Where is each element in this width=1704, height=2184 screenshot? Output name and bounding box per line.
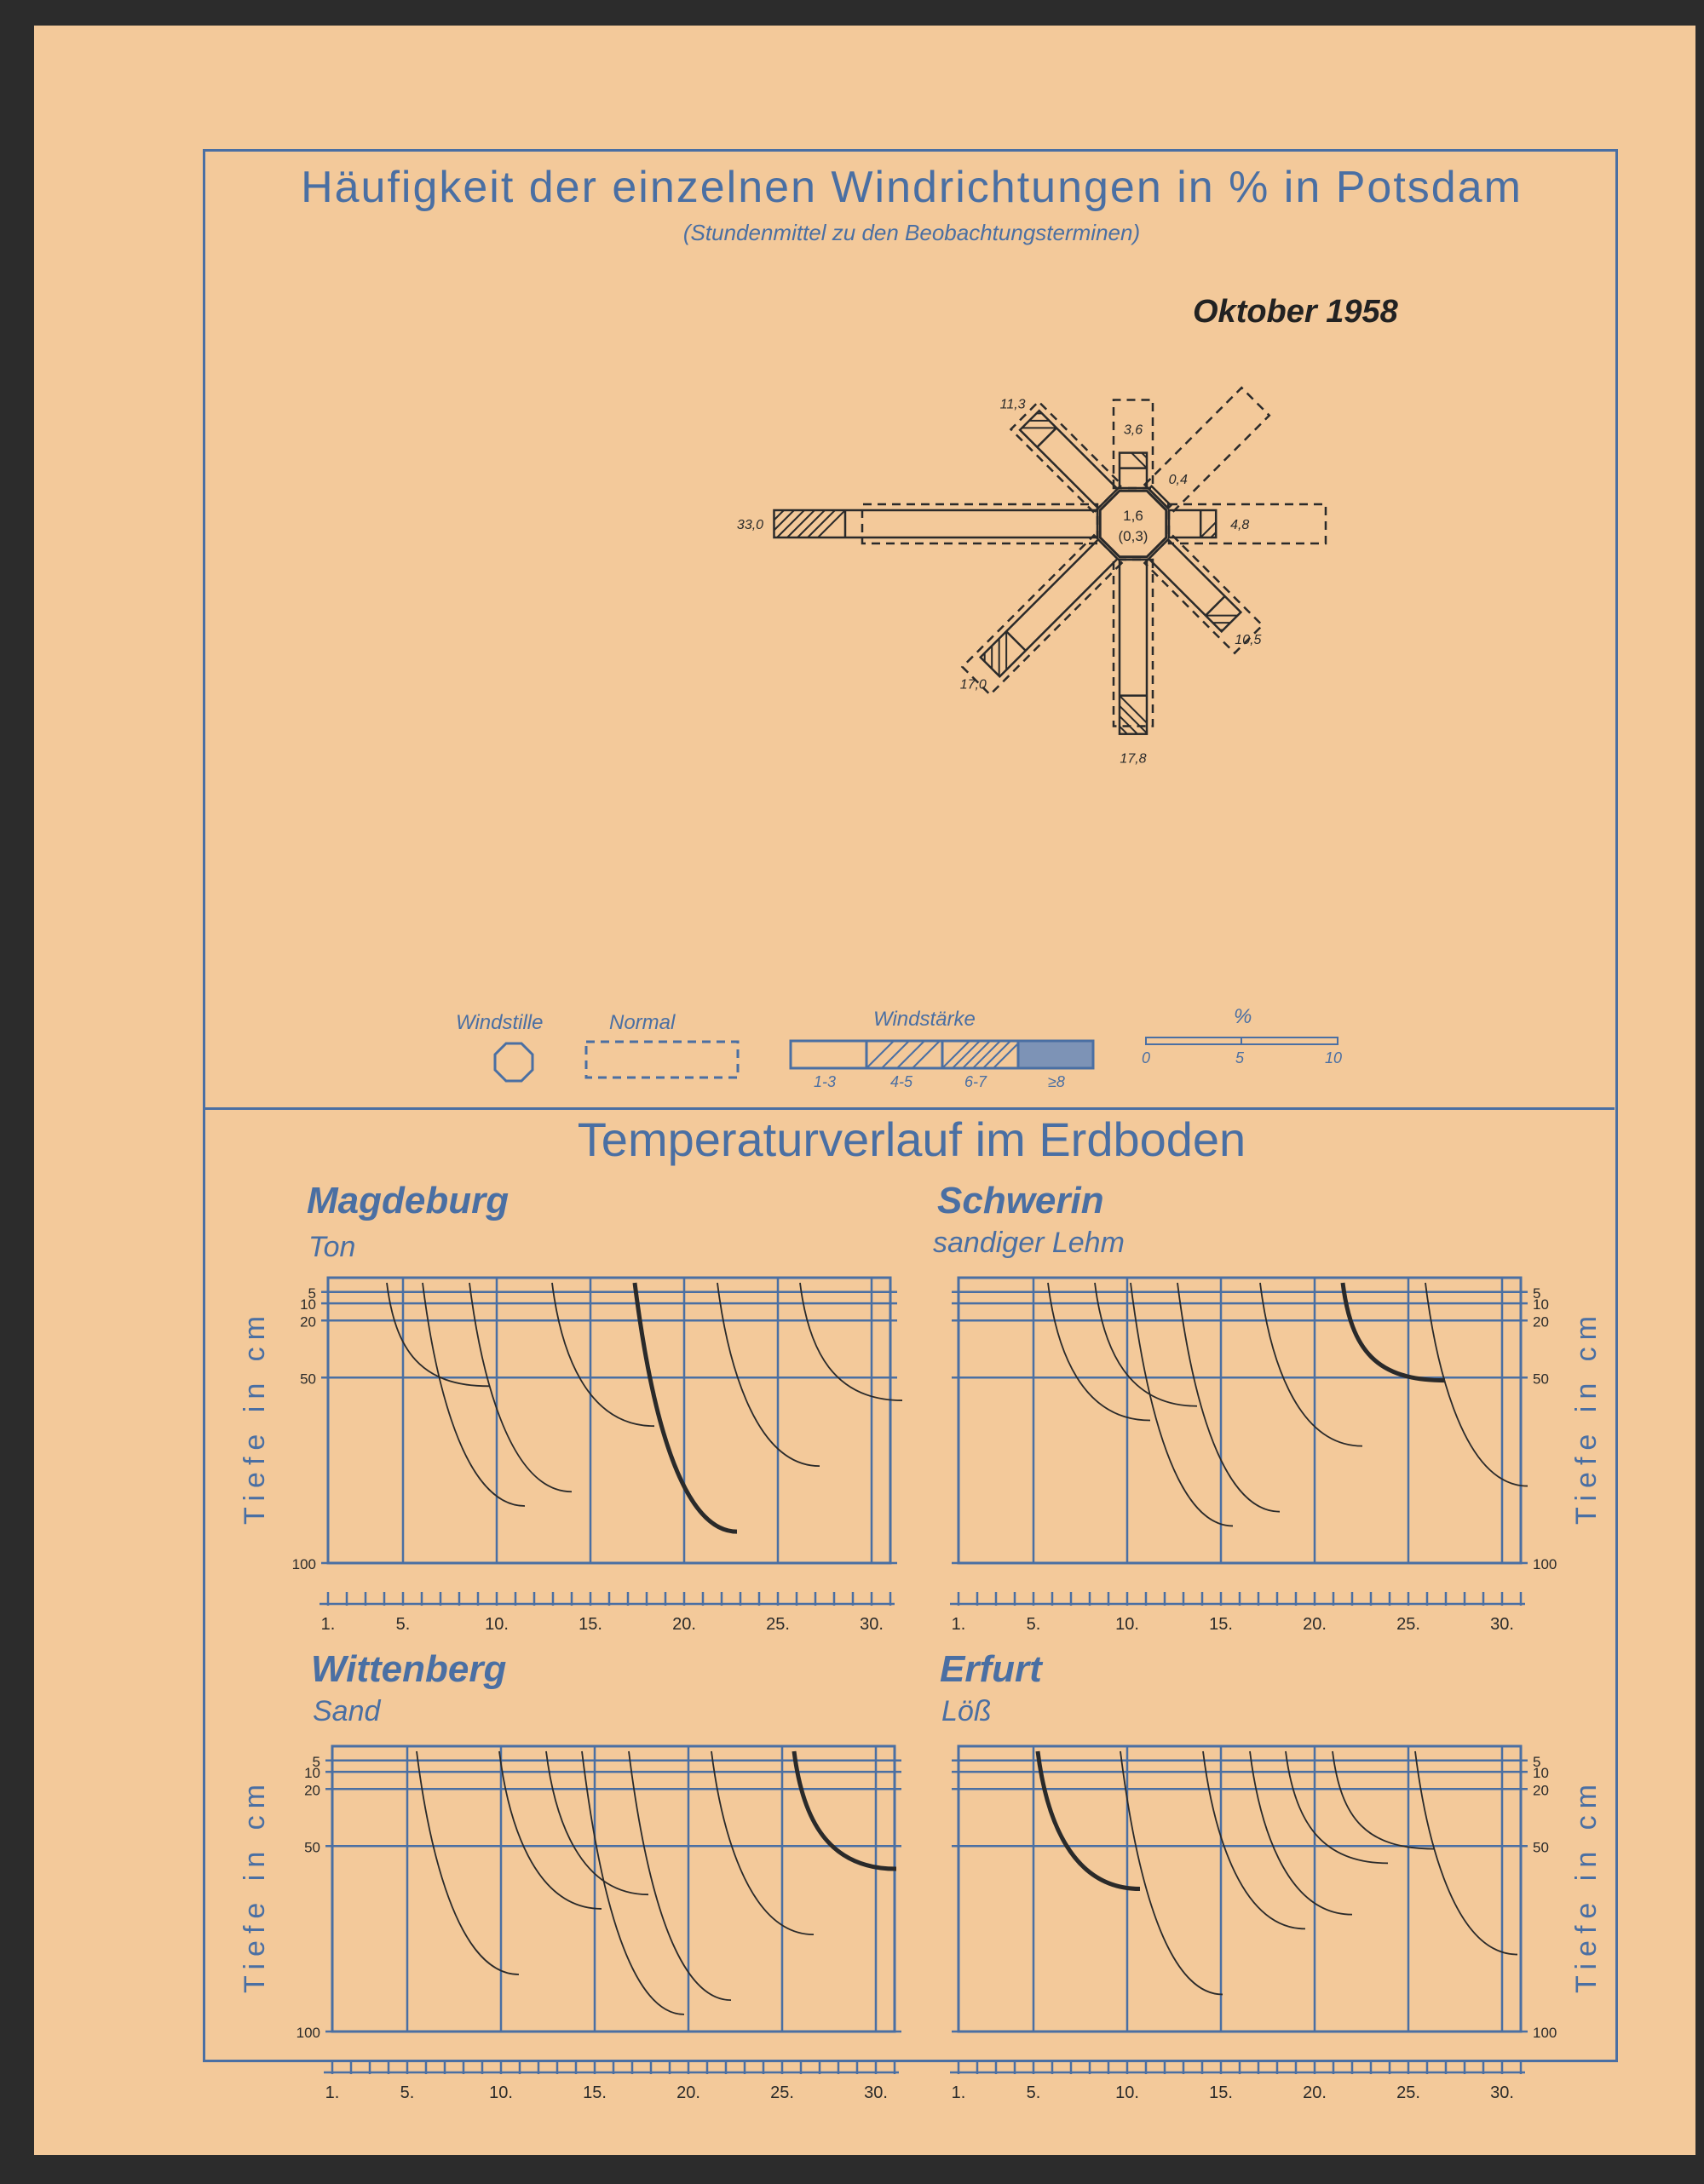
isotherm-1 [469,1283,572,1491]
soil-panel-wittenberg [296,1746,901,2102]
station-name-magdeburg: Magdeburg [307,1180,509,1221]
depth-tick-20: 20 [1533,1313,1549,1331]
day-tick-20: 20. [1303,1615,1327,1634]
soil-type-schwerin: sandiger Lehm [933,1227,1125,1259]
day-tick-1: 1. [951,2083,966,2102]
day-tick-10: 10. [1115,1615,1139,1634]
depth-tick-100: 100 [1533,2025,1557,2041]
day-tick-5: 5. [1026,2083,1041,2102]
day-tick-5: 5. [400,2083,415,2102]
wind-rose-subtitle: (Stundenmittel zu den Beobachtungsterminen) [682,220,1141,245]
legend-class-2: 4-5 [890,1073,913,1090]
day-tick-30: 30. [860,1615,884,1634]
rose-value-sw: 17,0 [959,677,987,693]
legend-percent-10: 10 [1325,1049,1343,1066]
rose-value-w: 33,0 [736,518,764,532]
day-tick-15: 15. [1209,1615,1233,1634]
day-tick-30: 30. [864,2083,888,2102]
depth-tick-50: 50 [304,1839,320,1856]
day-tick-1: 1. [325,2083,340,2102]
rose-value-s: 17,8 [1120,751,1147,767]
rose-value-ne: 0,4 [1168,473,1188,488]
depth-tick-20: 20 [300,1313,316,1331]
depth-tick-10: 10 [1533,1765,1549,1782]
isotherm-5 [800,1283,902,1400]
day-tick-20: 20. [672,1615,696,1634]
ylabel-schwerin: Tiefe in cm [1570,1308,1603,1525]
isotherm-1 [1177,1283,1280,1512]
day-tick-15: 15. [583,2083,607,2102]
legend-percent-0: 0 [1142,1049,1151,1066]
day-tick-10: 10. [485,1615,509,1634]
day-tick-30: 30. [1490,1615,1514,1634]
station-name-wittenberg: Wittenberg [311,1648,507,1690]
depth-tick-50: 50 [1533,1839,1549,1856]
legend-class-1: 1-3 [814,1073,837,1090]
depth-tick-5: 5 [308,1285,316,1302]
rose-calm-normal: (0,3) [1118,528,1148,544]
day-tick-10: 10. [489,2083,513,2102]
isotherm-3 [1343,1283,1445,1381]
soil-panel-magdeburg [292,1278,902,1634]
soil-panel-schwerin [950,1278,1557,1634]
day-tick-5: 5. [395,1615,411,1634]
day-tick-1: 1. [951,1615,966,1634]
depth-tick-100: 100 [296,2025,320,2041]
depth-tick-10: 10 [304,1765,320,1782]
soil-type-magdeburg: Ton [308,1231,356,1263]
ylabel-wittenberg: Tiefe in cm [239,1777,271,1993]
day-tick-15: 15. [1209,2083,1233,2102]
legend-class-3: 6-7 [964,1073,987,1090]
depth-tick-10: 10 [1533,1296,1549,1313]
day-tick-15: 15. [579,1615,602,1634]
legend-normal-label: Normal [609,1011,676,1034]
depth-tick-5: 5 [312,1753,320,1770]
legend-percent-5: 5 [1235,1049,1245,1066]
rose-value-nw: 11,3 [999,397,1026,412]
depth-tick-50: 50 [1533,1371,1549,1388]
depth-tick-20: 20 [304,1782,320,1799]
day-tick-20: 20. [1303,2083,1327,2102]
isotherm-6 [582,1751,684,2014]
soil-type-wittenberg: Sand [313,1695,381,1727]
rose-calm-value: 1,6 [1123,508,1143,524]
ylabel-magdeburg: Tiefe in cm [239,1308,271,1525]
depth-tick-10: 10 [300,1296,316,1313]
station-name-schwerin: Schwerin [937,1180,1104,1221]
isotherm-4 [417,1751,519,1974]
wind-rose-title: Häufigkeit der einzelnen Windrichtungen in % in Potsdam [301,163,1523,212]
day-tick-20: 20. [676,2083,700,2102]
day-tick-5: 5. [1026,1615,1041,1634]
day-tick-25: 25. [1396,2083,1420,2102]
isotherm-0 [1095,1283,1197,1406]
isotherm-1 [1333,1751,1435,1849]
depth-tick-5: 5 [1533,1285,1541,1302]
day-tick-25: 25. [770,2083,794,2102]
day-tick-25: 25. [1396,1615,1420,1634]
isotherm-4 [1120,1751,1223,1994]
temperature-title: Temperaturverlauf im Erdboden [577,1112,1246,1166]
legend-class-4: ≥8 [1048,1073,1065,1090]
legend-calm-label: Windstille [456,1011,544,1034]
legend-percent-label: % [1234,1005,1252,1028]
depth-tick-100: 100 [1533,1556,1557,1572]
day-tick-10: 10. [1115,2083,1139,2102]
soil-panel-erfurt [950,1746,1557,2102]
month-label: Oktober 1958 [1193,294,1398,330]
depth-tick-5: 5 [1533,1753,1541,1770]
day-tick-1: 1. [320,1615,336,1634]
rose-value-n: 3,6 [1123,422,1143,438]
isotherm-3 [794,1751,896,1869]
isotherm-4 [1425,1283,1528,1486]
depth-tick-20: 20 [1533,1782,1549,1799]
rose-value-e: 4,8 [1230,518,1250,532]
day-tick-25: 25. [766,1615,790,1634]
soil-type-erfurt: Löß [941,1695,992,1727]
day-tick-30: 30. [1490,2083,1514,2102]
ylabel-erfurt: Tiefe in cm [1570,1777,1603,1993]
depth-tick-50: 50 [300,1371,316,1388]
station-name-erfurt: Erfurt [940,1648,1042,1690]
rose-value-se: 10,5 [1235,632,1262,647]
legend-strength-label: Windstärke [873,1008,976,1031]
depth-tick-100: 100 [291,1556,316,1572]
